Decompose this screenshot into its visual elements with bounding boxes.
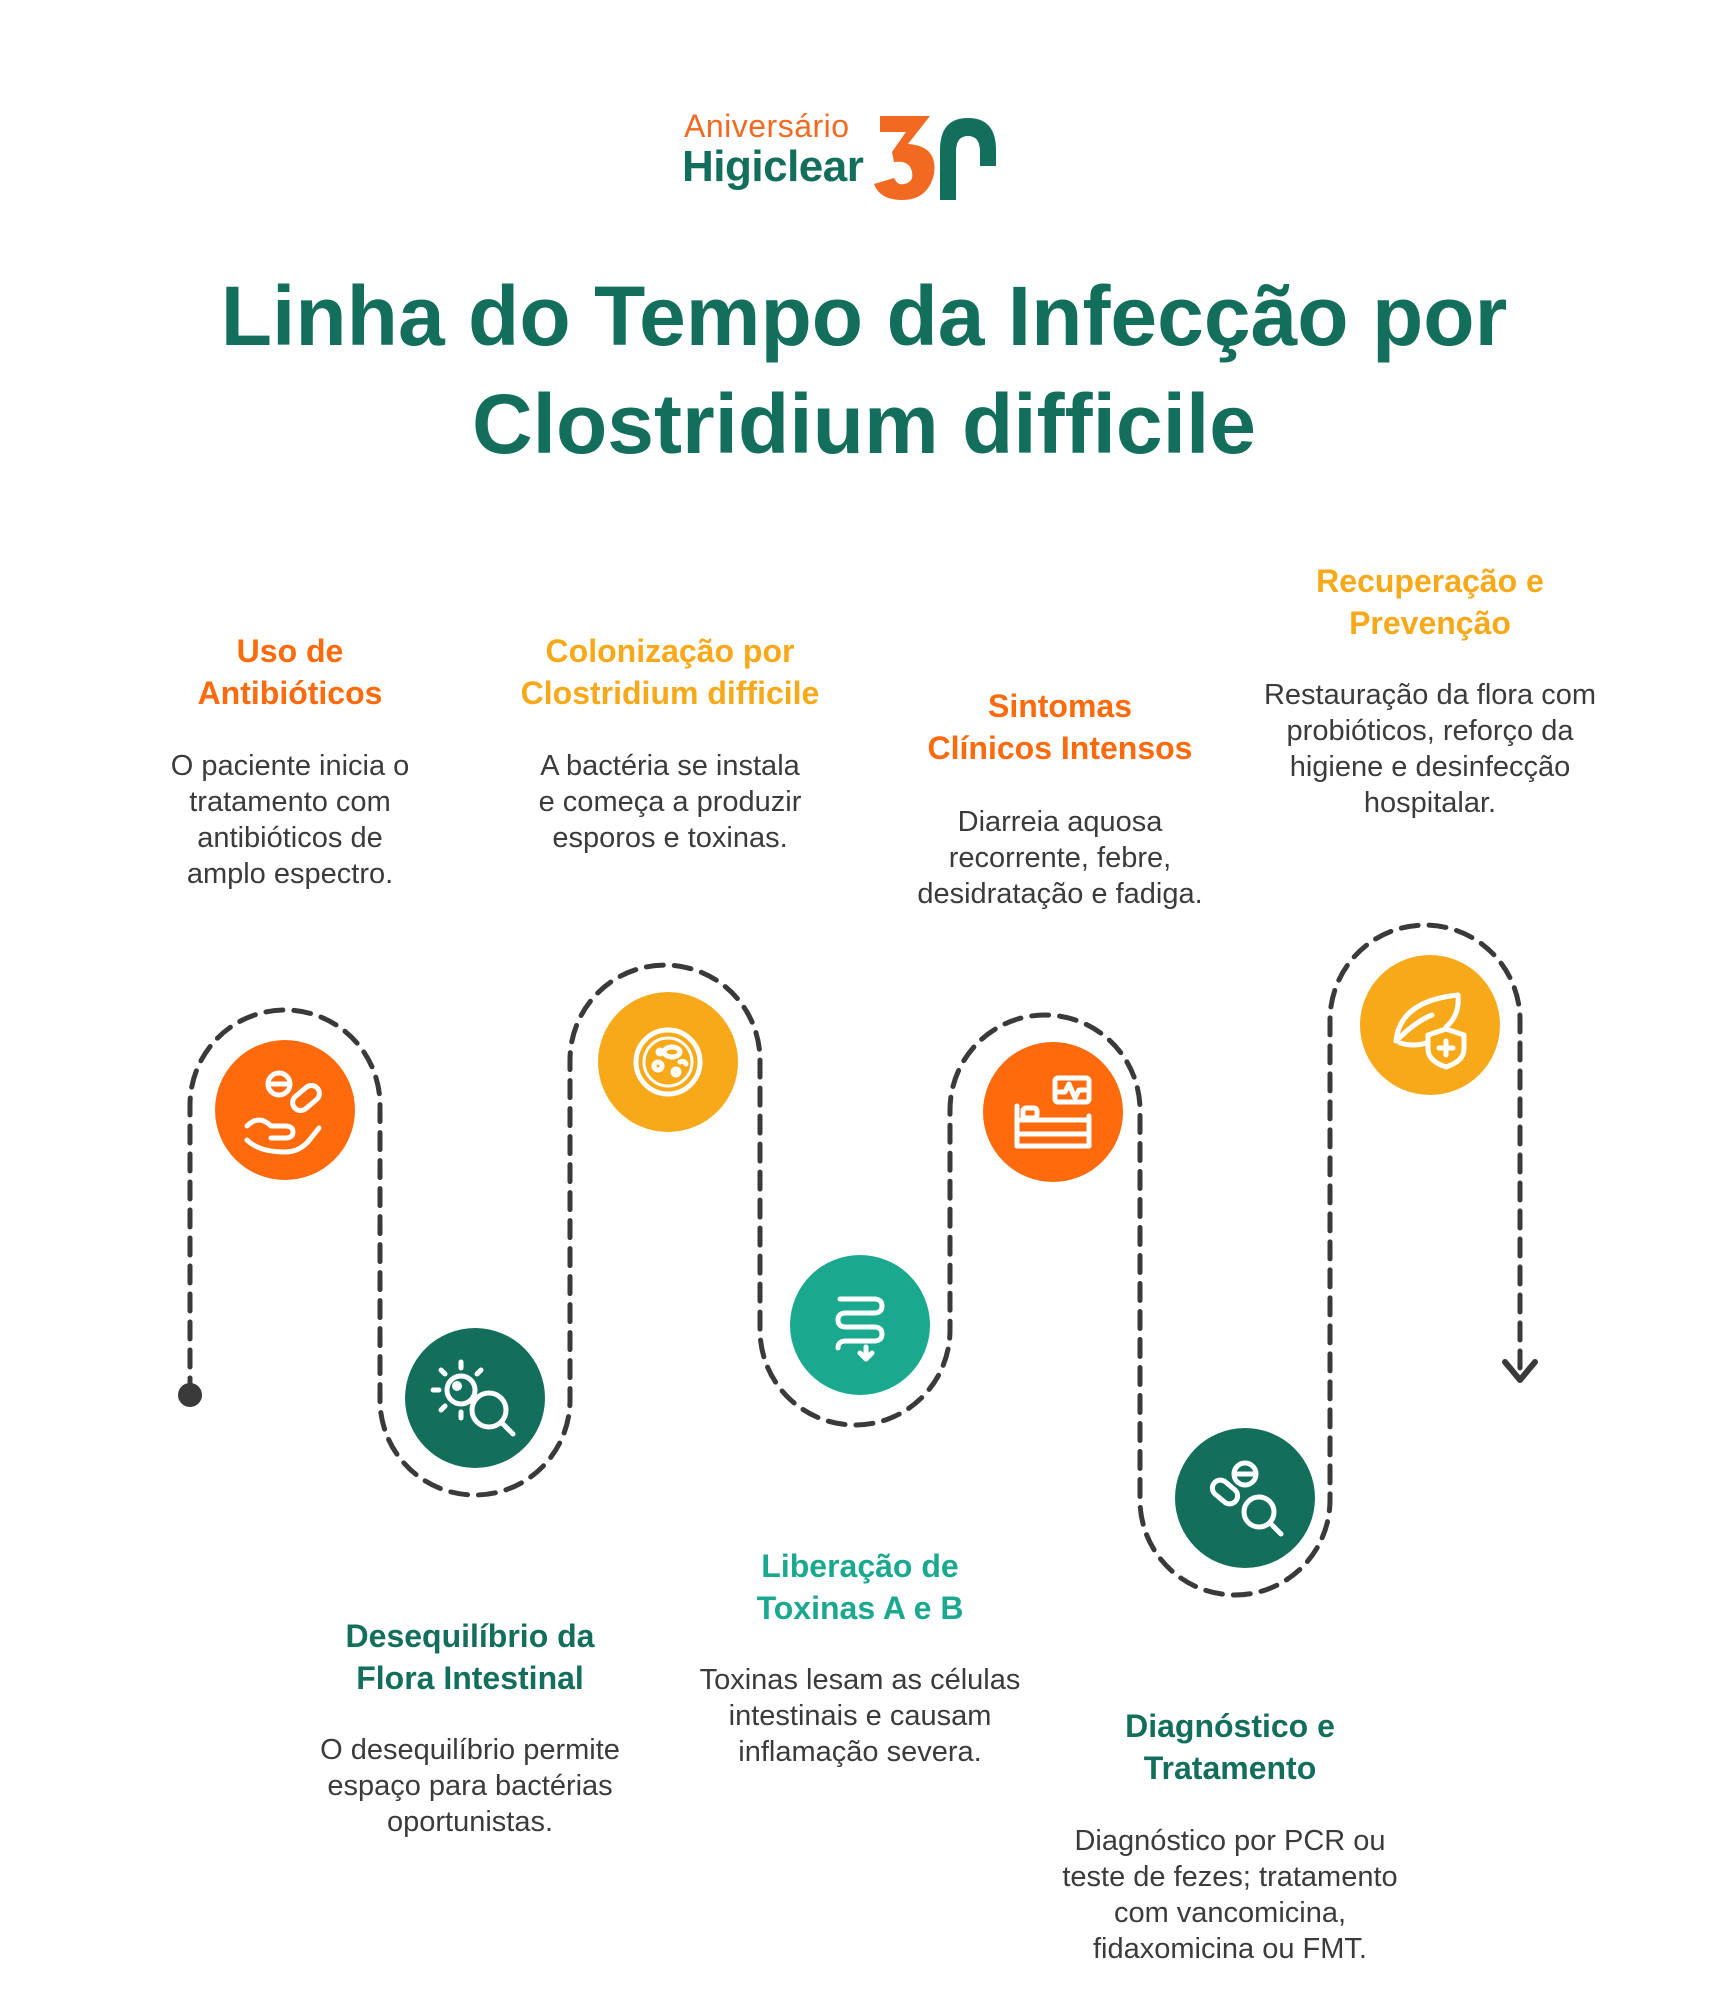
timeline-start-dot <box>178 1383 202 1407</box>
step-6-title: Diagnóstico e Tratamento <box>1125 1708 1335 1786</box>
step-3-desc: A bactéria se instala e começa a produzir esporos e toxinas. <box>538 750 802 854</box>
pills-search-icon <box>1175 1428 1315 1568</box>
leaf-shield-icon <box>1360 955 1500 1095</box>
page-title-line1: Linha do Tempo da Infecção por <box>220 269 1508 363</box>
step-4-desc: Toxinas lesam as células intestinais e causam inflamação severa. <box>699 1664 1021 1768</box>
step-6-desc: Diagnóstico por PCR ou teste de fezes; tratamento com vancomicina, fidaxomicina ou FMT. <box>1062 1825 1398 1965</box>
intestine-icon <box>790 1255 930 1395</box>
step-1-desc: O paciente inicia o tratamento com antibióticos de amplo espectro. <box>170 750 410 890</box>
step-7-icon-circle <box>1360 955 1500 1095</box>
page-title-line2: Clostridium difficile <box>471 377 1257 471</box>
step-6-icon-circle <box>1175 1428 1315 1568</box>
step-3-icon-circle <box>598 992 738 1132</box>
logo-line2: Higiclear <box>682 142 864 191</box>
step-3-title: Colonização por Clostridium difficile <box>520 633 820 711</box>
step-4-title: Liberação de Toxinas A e B <box>756 1548 964 1626</box>
step-7-title: Recuperação e Prevenção <box>1316 563 1544 641</box>
step-4-icon-circle <box>790 1255 930 1395</box>
step-5-title: Sintomas Clínicos Intensos <box>927 688 1193 766</box>
step-2-icon-circle <box>405 1328 545 1468</box>
pills-hand-icon <box>215 1040 355 1180</box>
step-2-desc: O desequilíbrio permite espaço para bactérias oportunistas. <box>320 1734 620 1838</box>
step-7-desc: Restauração da flora com probióticos, reforço da higiene e desinfecção hospitalar. <box>1263 679 1597 819</box>
step-1-title: Uso de Antibióticos <box>197 633 383 711</box>
step-1-icon-circle <box>215 1040 355 1180</box>
step-5-desc: Diarreia aquosa recorrente, febre, desidratação e fadiga. <box>917 806 1203 910</box>
hospital-bed-icon <box>983 1042 1123 1182</box>
petri-dish-icon <box>598 992 738 1132</box>
bacteria-search-icon <box>405 1328 545 1468</box>
step-5-icon-circle <box>983 1042 1123 1182</box>
step-2-title: Desequilíbrio da Flora Intestinal <box>345 1618 595 1696</box>
logo-line1: Aniversário <box>684 108 850 144</box>
